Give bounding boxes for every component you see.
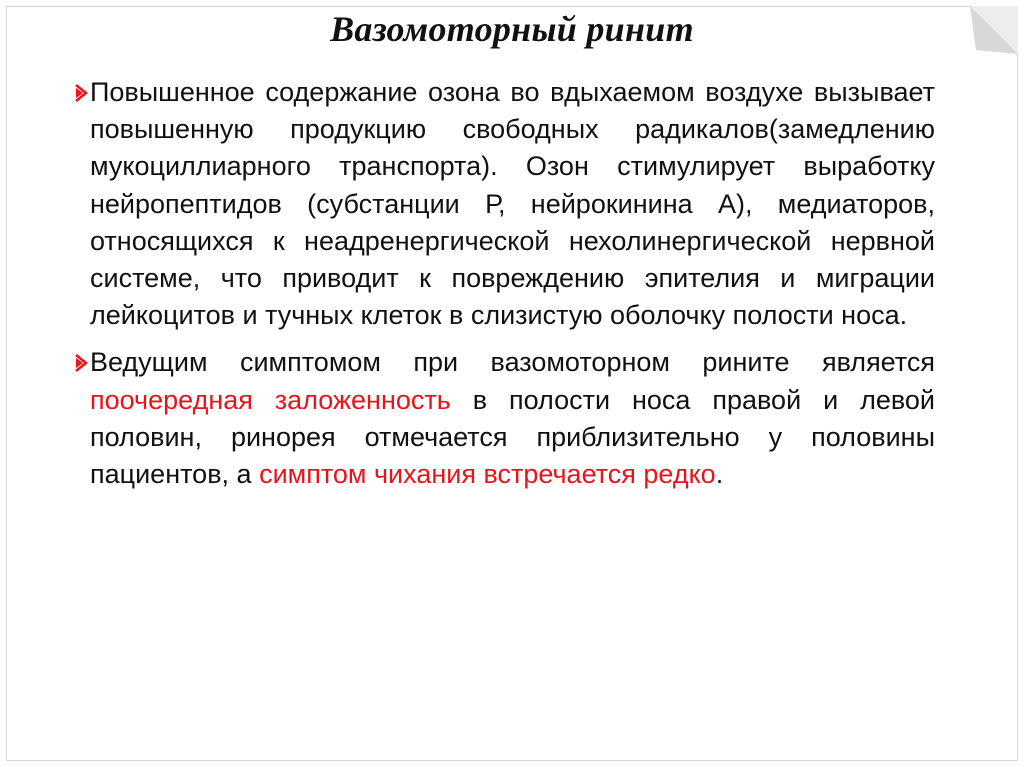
bullet-text-part: Ведущим симптомом при вазомоторном рините является (90, 347, 935, 378)
slide-title: Вазомоторный ринит (330, 9, 694, 49)
bullet-text-part: в полости носа правой и левой половин, ринорея отмечается приблизительно у половины пациентов, а (90, 384, 935, 490)
bullet-text-part: . (715, 459, 724, 490)
bullet-ozone (73, 74, 935, 334)
arrow-bullet-icon (73, 353, 89, 373)
bullet-text: Повышенное содержание озона во вдыхаемом воздухе вызывает повышенную продукцию свободных радикалов(замедлению мукоциллиарного транспорта). Озон стимулирует выработку нейропептидов (субстанции Р, нейрокинина А), медиаторов, относящихся к неадренергической нехолинергической нервной системе, что приводит к повреждению эпителия и миграции лейкоцитов и тучных клеток в слизистую оболочку полости носа. (90, 77, 935, 331)
arrow-bullet-icon (73, 83, 89, 103)
highlight-alternating-congestion: поочередная заложенность (90, 384, 451, 415)
slide-content (73, 74, 935, 493)
highlight-sneezing-rare: симптом чихания встречается редко (259, 459, 716, 490)
bullet-symptoms (73, 344, 935, 493)
